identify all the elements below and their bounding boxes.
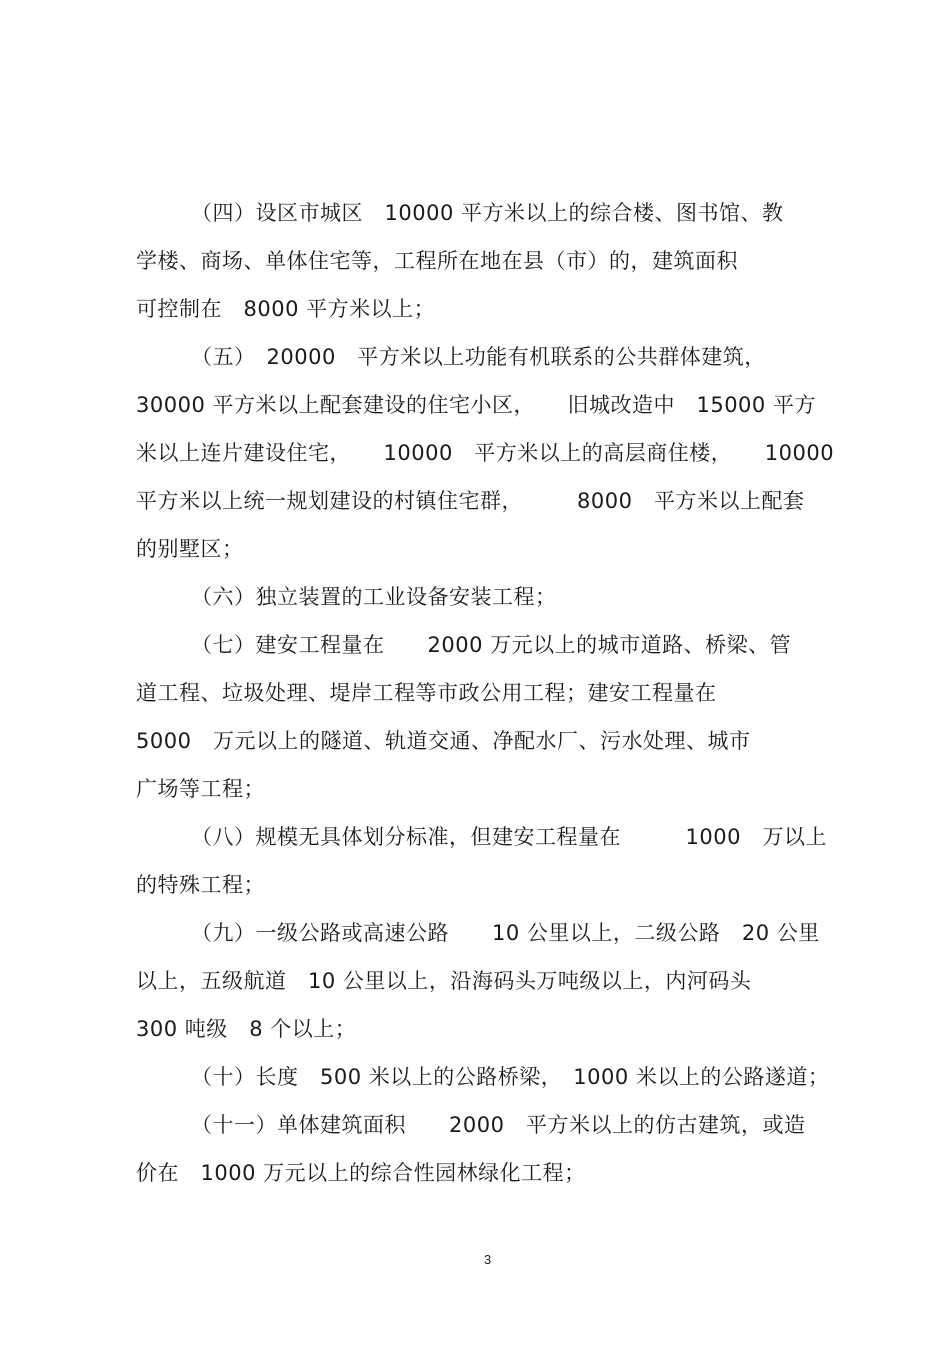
text-line: 广场等工程； [136, 777, 265, 801]
text-line: 的特殊工程； [136, 873, 265, 897]
text-line: （八）规模无具体划分标准，但建安工程量在 1000 万以上 [191, 825, 827, 849]
text-line: 道工程、垃圾处理、堤岸工程等市政公用工程；建安工程量在 [136, 681, 717, 705]
text-line: （四）设区市城区 10000 平方米以上的综合楼、图书馆、教 [191, 201, 784, 225]
text-line: 米以上连片建设住宅， 10000 平方米以上的高层商住楼， 10000 [136, 441, 835, 465]
text-line: 以上，五级航道 10 公里以上，沿海码头万吨级以上，内河码头 [136, 969, 752, 993]
text-line: 学楼、商场、单体住宅等，工程所在地在县（市）的，建筑面积 [136, 249, 738, 273]
text-line: （七）建安工程量在 2000 万元以上的城市道路、桥梁、管 [191, 633, 792, 657]
text-line: （十）长度 500 米以上的公路桥梁， 1000 米以上的公路遂道； [191, 1065, 830, 1089]
text-line: 5000 万元以上的隧道、轨道交通、净配水厂、污水处理、城市 [136, 729, 751, 753]
text-line: 30000 平方米以上配套建设的住宅小区， 旧城改造中 15000 平方 [136, 393, 816, 417]
text-line: （六）独立装置的工业设备安装工程； [191, 585, 557, 609]
text-line: 300 吨级 8 个以上； [136, 1017, 357, 1041]
text-line: 价在 1000 万元以上的综合性园林绿化工程； [136, 1161, 586, 1185]
text-line: 的别墅区； [136, 537, 244, 561]
text-line: （五） 20000 平方米以上功能有机联系的公共群体建筑， [191, 345, 766, 369]
text-line: （九）一级公路或高速公路 10 公里以上，二级公路 20 公里 [191, 921, 820, 945]
text-line: 可控制在 8000 平方米以上； [136, 297, 436, 321]
text-line: 平方米以上统一规划建设的村镇住宅群， 8000 平方米以上配套 [136, 489, 805, 513]
page-number: 3 [484, 1252, 492, 1267]
text-line: （十一）单体建筑面积 2000 平方米以上的仿古建筑，或造 [191, 1113, 806, 1137]
